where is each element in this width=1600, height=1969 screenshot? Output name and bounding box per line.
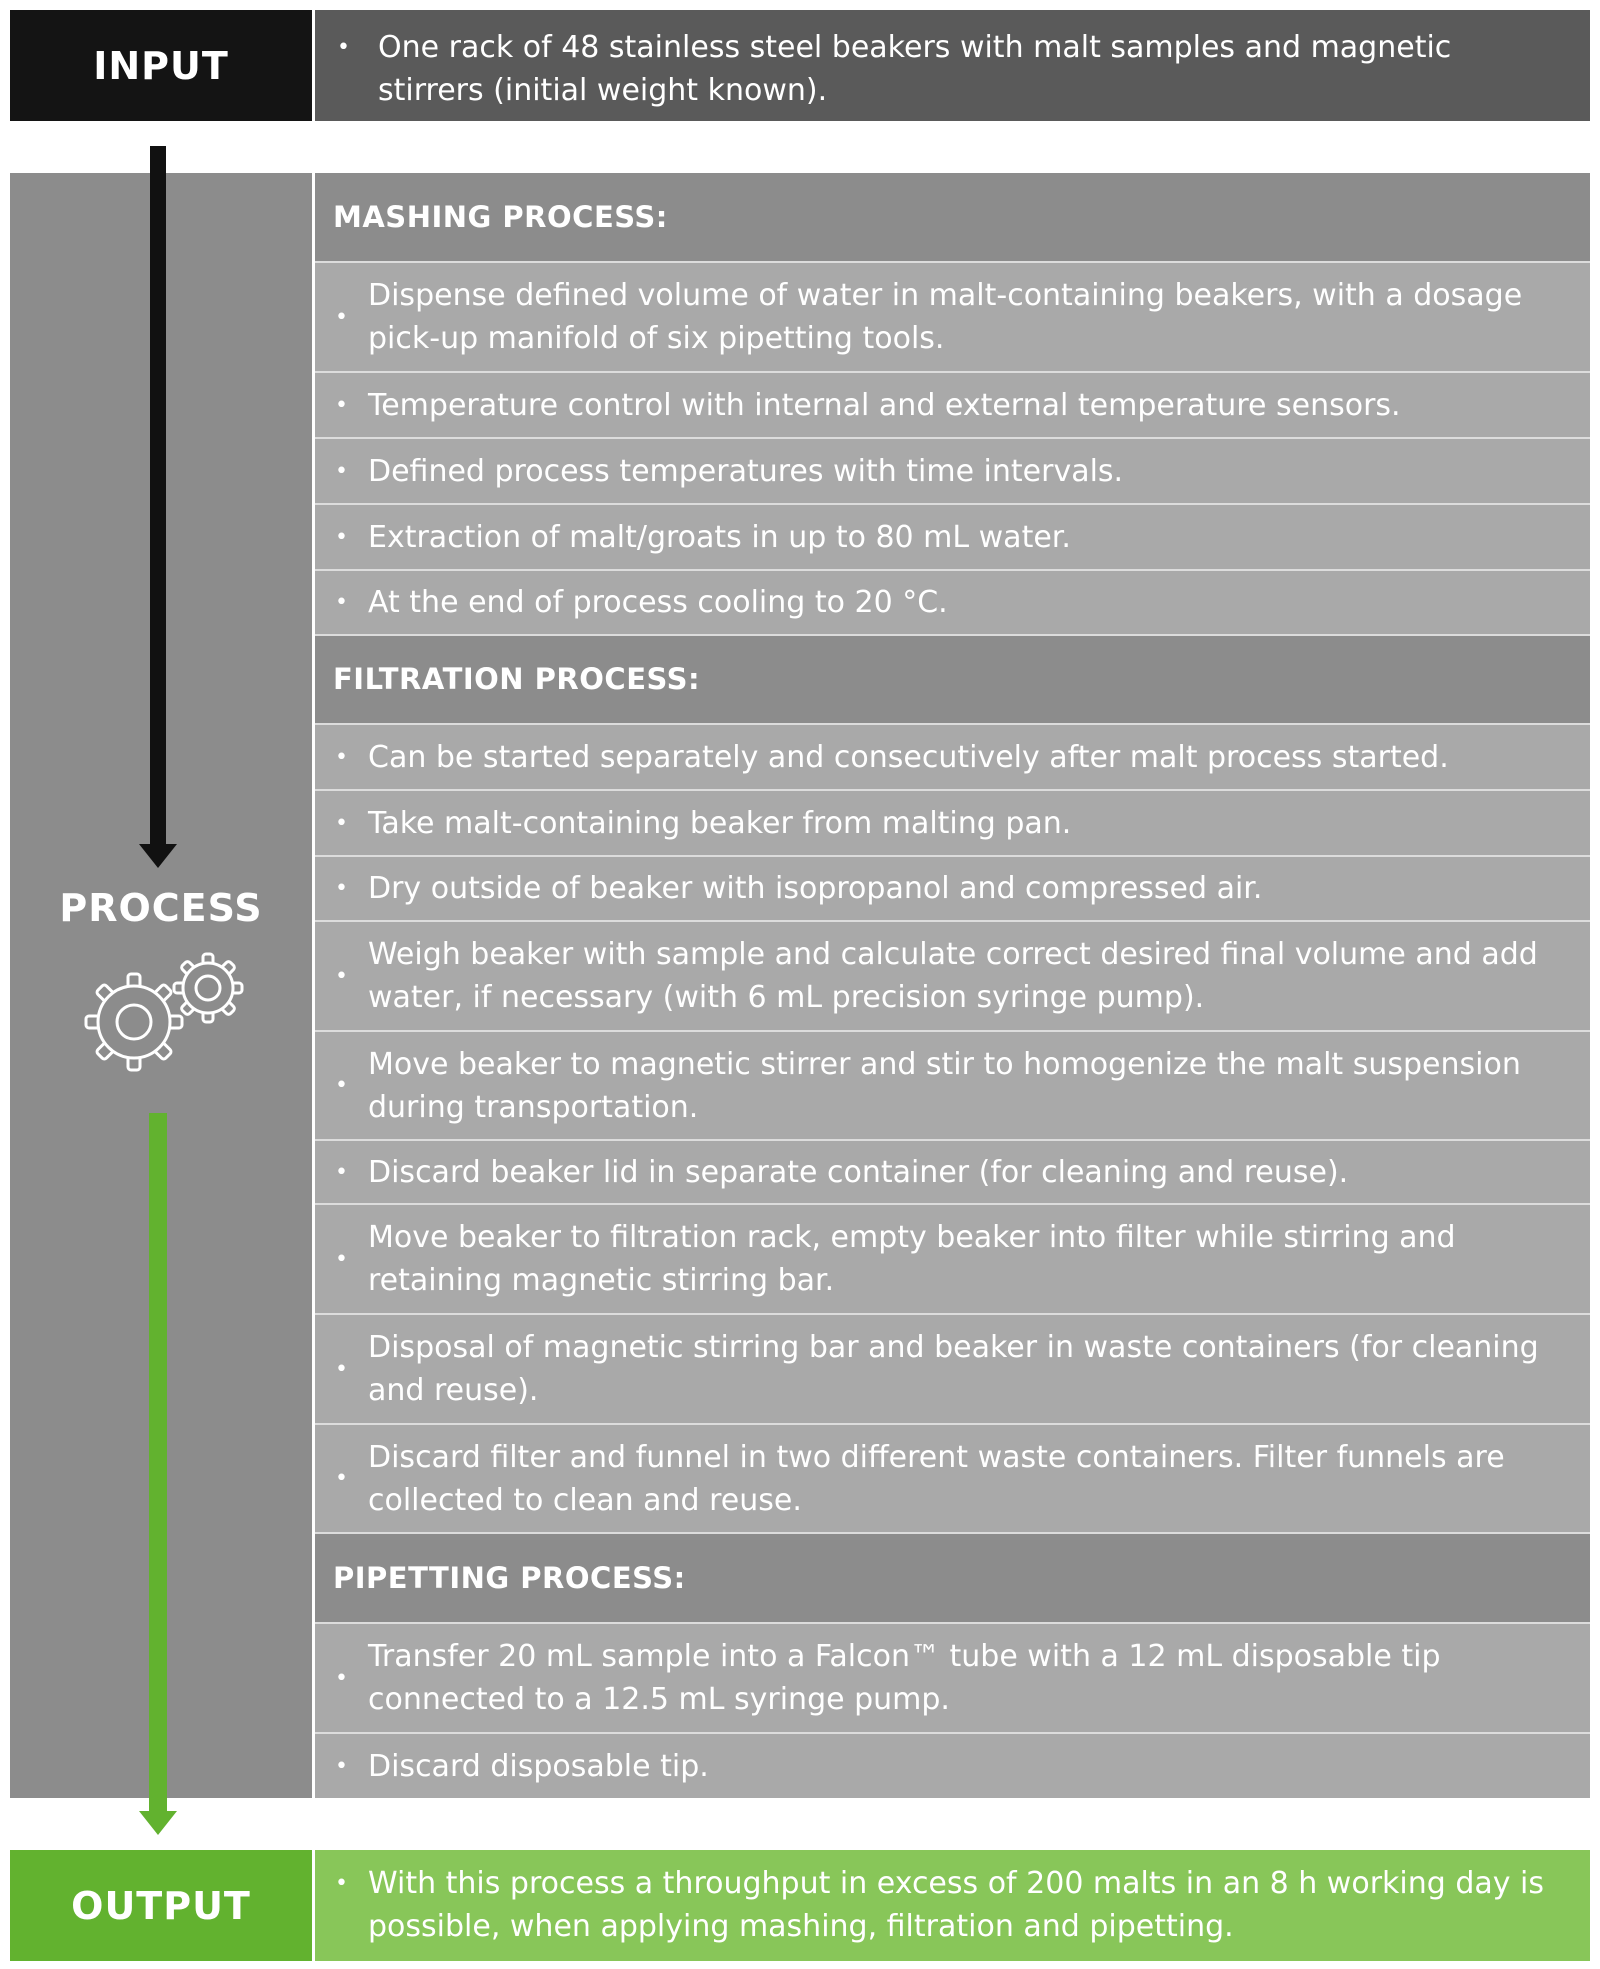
bullet-icon: • (335, 810, 348, 836)
filtration-header: FILTRATION PROCESS: (315, 636, 1590, 725)
filtration-step: • Can be started separately and consecutively after malt process started. (315, 725, 1590, 791)
filtration-step: • Discard beaker lid in separate container (for cleaning and reuse). (315, 1141, 1590, 1205)
filtration-step: • Weigh beaker with sample and calculate correct desired final volume and add water, if necessary (with 6 mL precision syringe pump). (315, 922, 1590, 1032)
bullet-icon: • (335, 1246, 348, 1272)
mashing-step: • Extraction of malt/groats in up to 80 mL water. (315, 505, 1590, 571)
output-text: With this process a throughput in excess of 200 malts in an 8 h working day is possible, when applying mashing, filtration and pipetting. (368, 1866, 1545, 1944)
output-description (315, 1850, 1590, 1961)
pipetting-step: • Discard disposable tip. (315, 1734, 1590, 1798)
process-label: PROCESS (59, 886, 263, 930)
input-label: INPUT (10, 10, 312, 121)
filtration-step: • Take malt-containing beaker from malting pan. (315, 791, 1590, 857)
filtration-step: • Move beaker to filtration rack, empty beaker into filter while stirring and retaining magnetic stirring bar. (315, 1205, 1590, 1315)
filtration-step: • Discard filter and funnel in two different waste containers. Filter funnels are collected to clean and reuse. (315, 1425, 1590, 1534)
arrow-down-icon (149, 1113, 167, 1813)
bullet-icon: • (337, 35, 350, 60)
mashing-step: • At the end of process cooling to 20 °C. (315, 571, 1590, 636)
input-text: One rack of 48 stainless steel beakers with malt samples and magnetic stirrers (initial weight known). (378, 30, 1452, 108)
bullet-icon: • (335, 1665, 348, 1691)
filtration-step: • Disposal of magnetic stirring bar and beaker in waste containers (for cleaning and reuse). (315, 1315, 1590, 1425)
output-label: OUTPUT (10, 1850, 312, 1961)
mashing-step: • Temperature control with internal and external temperature sensors. (315, 373, 1590, 439)
mashing-step: • Defined process temperatures with time intervals. (315, 439, 1590, 505)
bullet-icon: • (335, 392, 348, 418)
filtration-step: • Move beaker to magnetic stirrer and stir to homogenize the malt suspension during transportation. (315, 1032, 1590, 1141)
bullet-icon: • (335, 744, 348, 770)
bullet-icon: • (335, 524, 348, 550)
arrow-down-icon (150, 146, 166, 846)
input-description (315, 10, 1590, 121)
bullet-icon: • (335, 590, 348, 615)
bullet-icon: • (335, 963, 348, 989)
bullet-icon: • (335, 876, 348, 901)
bullet-icon: • (335, 304, 348, 330)
bullet-icon: • (335, 1159, 348, 1185)
mashing-header: MASHING PROCESS: (315, 173, 1590, 263)
pipetting-step: • Transfer 20 mL sample into a Falcon™ tube with a 12 mL disposable tip connected to a 12.5 mL syringe pump. (315, 1624, 1590, 1734)
arrowhead-icon (139, 1811, 177, 1835)
gears-icon (82, 952, 252, 1077)
filtration-step: • Dry outside of beaker with isopropanol and compressed air. (315, 857, 1590, 922)
pipetting-header: PIPETTING PROCESS: (315, 1534, 1590, 1624)
bullet-icon: • (335, 1466, 348, 1491)
bullet-icon: • (335, 1356, 348, 1382)
arrowhead-icon (139, 844, 177, 868)
mashing-step: • Dispense defined volume of water in malt-containing beakers, with a dosage pick-up manifold of six pipetting tools. (315, 263, 1590, 373)
bullet-icon: • (335, 1871, 348, 1896)
bullet-icon: • (335, 458, 348, 484)
bullet-icon: • (335, 1753, 348, 1779)
bullet-icon: • (335, 1073, 348, 1098)
